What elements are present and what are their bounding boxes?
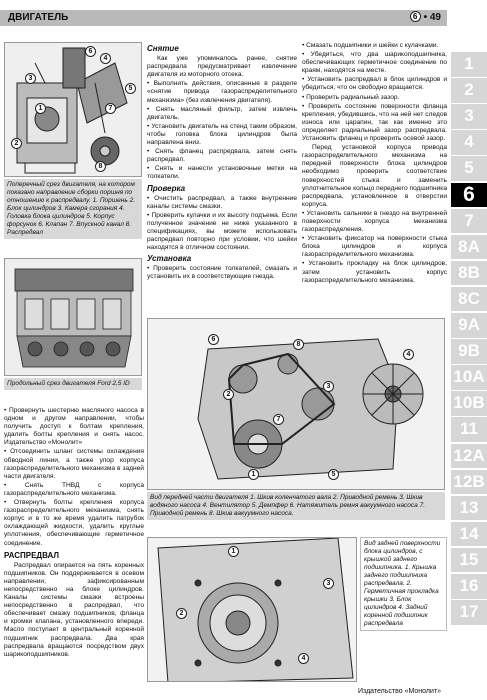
callout-label: 3 xyxy=(323,381,334,392)
cross-section-caption: Поперечный срез двигателя, на котором показано направление сборки поршня по отношению к распредвалу. 1. Поршень 2. Блок цилиндров 3. Камера сгорания 4. Головка блока цилиндров 5. Корпус форсунок 6. Клапан 7. Впускной канал 8. Распредвал xyxy=(4,179,142,239)
chapter-tab-12b[interactable]: 12B xyxy=(451,470,487,495)
left-section-heading: РАСПРЕДВАЛ xyxy=(4,550,59,560)
paragraph: • Снять ТНВД с корпуса газораспределительного механизма. xyxy=(4,481,144,497)
callout-label: 6 xyxy=(85,46,96,57)
right-text-column xyxy=(302,42,447,286)
rear-block-figure xyxy=(147,537,357,682)
callout-label: 4 xyxy=(100,53,111,64)
left-text xyxy=(4,407,144,548)
chapter-tab-7[interactable]: 7 xyxy=(451,209,487,234)
paragraph: • Проверить радиальный зазор. xyxy=(302,93,400,101)
callout-label: 4 xyxy=(403,349,414,360)
callout-label: 7 xyxy=(273,414,284,425)
left-section-text xyxy=(4,562,144,659)
callout-label: 8 xyxy=(95,161,106,172)
section-title: ДВИГАТЕЛЬ xyxy=(8,12,69,23)
chapter-tab-9a[interactable]: 9A xyxy=(451,313,487,338)
callout-label: 3 xyxy=(323,578,334,589)
right-text xyxy=(302,42,447,285)
callout-label: 7 xyxy=(105,103,116,114)
callout-label: 8 xyxy=(293,339,304,350)
callout-label: 2 xyxy=(176,608,187,619)
chapter-tab-14[interactable]: 14 xyxy=(451,522,487,547)
front-engine-figure xyxy=(147,318,445,490)
paragraph: Перед установкой корпуса привода газораспределительного механизма на передней поверхности блока цилиндров необходимо проверить соответствие поверхностей стыка и заменить уплотнительное кольцо переднего подшипника распредвала, установленное в отверстии корпуса. xyxy=(302,144,447,208)
installation-text xyxy=(147,265,297,281)
chapter-tab-6[interactable]: 6 xyxy=(451,183,487,208)
removal-text xyxy=(147,55,297,181)
chapter-tab-11[interactable]: 11 xyxy=(451,417,487,442)
chapter-tab-2[interactable]: 2 xyxy=(451,78,487,103)
front-engine-caption: Вид передней части двигателя 1. Шкив коленчатого вала 2. Приводной ремень 3. Шкив водяного насоса 4. Вентилятор 5. Демпфер 6. Натяжитель ремня вакуумного насоса 7. Приводной ремень 8. Шкив вакуумного насоса. xyxy=(147,492,445,520)
chapter-tab-15[interactable]: 15 xyxy=(451,548,487,573)
chapter-tab-4[interactable]: 4 xyxy=(451,130,487,155)
page-footer xyxy=(0,686,447,698)
longitudinal-section-figure xyxy=(4,258,142,376)
cross-section-figure xyxy=(4,42,142,177)
page-number-block xyxy=(410,10,441,26)
chapter-tab-3[interactable]: 3 xyxy=(451,104,487,129)
paragraph: Как уже упоминалось ранее, снятие распредвала предусматривает извлечение двигателя из моторного отсека. xyxy=(147,55,297,79)
rear-block-caption: Вид задней поверхности блока цилиндров, с крышкой заднего подшипника. 1. Крышка заднего подшипника распредвала. 2. Герметичная прокладка крышки 3. Блок цилиндров 4. Задний коренной подшипник распредвала xyxy=(360,537,447,631)
paragraph: • Отвернуть болты крепления корпуса газораспределительного механизма, снять корпус и в то же время удалить патрубок охлаждающей жидкости, удалить круглые уплотнения, обеспечивающие герметичное соединение. xyxy=(4,499,144,547)
paragraph: • Установить прокладку на блок цилиндров, затем установить корпус газораспределительного механизма. xyxy=(302,260,447,284)
callout-label: 5 xyxy=(125,83,136,94)
cross-section-drawing xyxy=(5,43,142,177)
longitudinal-section-drawing xyxy=(5,259,142,376)
paragraph: • Выполнить действия, описанные в разделе «снятие привода газораспределительного механизма» (без извлечения двигателя). xyxy=(147,80,297,104)
paragraph: • Проверить состояние толкателей, смазать и установить их в соответствующие гнезда. xyxy=(147,265,297,281)
chapter-marker: 6 xyxy=(410,11,421,22)
longitudinal-section-caption: Продольный срез двигателя Ford 2,5 ID xyxy=(4,378,142,390)
callout-label: 4 xyxy=(298,653,309,664)
inspection-text xyxy=(147,195,297,253)
callout-label: 1 xyxy=(228,546,239,557)
paragraph: • Снять и нанести установочные метки на толкатели. xyxy=(147,165,297,181)
paragraph: • Провернуть шестерню масляного насоса в одном и другом направлении, чтобы получить доступ к болтам крепления, удалить болты крепления и снять насос. Издательство «Монолит» xyxy=(4,407,144,447)
removal-heading: Снятие xyxy=(147,44,179,53)
chapter-tab-10a[interactable]: 10A xyxy=(451,365,487,390)
inspection-heading: Проверка xyxy=(147,183,186,193)
callout-label: 1 xyxy=(35,103,46,114)
paragraph: • Смазать подшипники и шейки с кулачками. xyxy=(302,42,439,49)
paragraph: • Убедиться, что два шарикоподшипника, обеспечивающих герметичное соединение по краям, находятся на месте. xyxy=(302,51,447,75)
chapter-tab-8a[interactable]: 8A xyxy=(451,235,487,260)
chapter-tab-17[interactable]: 17 xyxy=(451,600,487,625)
chapter-tab-10b[interactable]: 10B xyxy=(451,391,487,416)
chapter-tab-8b[interactable]: 8B xyxy=(451,261,487,286)
callout-label: 1 xyxy=(248,469,259,480)
callout-label: 2 xyxy=(223,389,234,400)
chapter-tab-12a[interactable]: 12A xyxy=(451,444,487,469)
paragraph: • Установить двигатель на стенд таким образом, чтобы головка блока цилиндров была направлена вниз. xyxy=(147,122,297,147)
paragraph: • Отсоединить шланг системы охлаждения обводной линии, а также упор корпуса газораспределительного механизма в задней части двигателя. xyxy=(4,448,144,480)
installation-heading: Установка xyxy=(147,254,192,264)
paragraph: • Установить сальники в гнездо на внутренней поверхности корпуса механизма газораспределения. xyxy=(302,209,447,234)
paragraph: • Проверить состояние поверхности фланца крепления, убедившись, что на ней нет следов износа или царапин, так как именно это определяет радиальный зазор распредвала. Установить фланец и проверить осевой зазор. xyxy=(302,102,447,143)
paragraph: Распредвал опирается на пять коренных подшипников. Он поддерживается в осевом направлении, зафиксированным непосредственно на блоке цилиндров. Каналы системы смазки встроены непосредственно в распредвал, что обеспечивает смазку подшипников, фланца и кромки клапана, установленного впереди. Масло поступает в центральный коренной подшипник распредвала. Два края распредвала вращаются посредством двух шарикоподшипников. xyxy=(4,561,144,658)
chapter-tab-5[interactable]: 5 xyxy=(451,156,487,181)
paragraph: • Снять фланец распредвала, затем снять распредвал. xyxy=(147,148,297,164)
page-number: 49 xyxy=(429,12,441,23)
chapter-tab-8c[interactable]: 8C xyxy=(451,287,487,312)
chapter-tab-9b[interactable]: 9B xyxy=(451,339,487,364)
callout-label: 2 xyxy=(11,138,22,149)
paragraph: • Очистить распредвал, а также внутренние каналы системы смазки. xyxy=(147,194,297,210)
publisher-credit: Издательство «Монолит» xyxy=(357,688,441,695)
paragraph: • Проверить кулачки и их высоту подъема. Если полученное значение не ниже указанного в спецификациях, вы можете использовать распредвал повторно при условии, что шейки находятся в отличном состоянии. xyxy=(147,211,297,252)
left-text-column xyxy=(4,407,144,660)
middle-text-column xyxy=(147,42,297,283)
chapter-tab-16[interactable]: 16 xyxy=(451,574,487,599)
paragraph: • Снять масляный фильтр, затем извлечь двигатель. xyxy=(147,105,297,121)
callout-label: 5 xyxy=(328,469,339,480)
callout-label: 3 xyxy=(25,73,36,84)
bullet-separator: • xyxy=(423,12,430,23)
page-header xyxy=(0,0,447,30)
paragraph: • Установить распредвал в блок цилиндров и убедиться, что он свободно вращается. xyxy=(302,76,447,92)
callout-label: 6 xyxy=(208,334,219,345)
chapter-tab-13[interactable]: 13 xyxy=(451,496,487,521)
paragraph: • Установить фиксатор на поверхности стыка блока цилиндров и корпуса газораспределительного механизма. xyxy=(302,235,447,259)
chapter-tab-1[interactable]: 1 xyxy=(451,52,487,77)
